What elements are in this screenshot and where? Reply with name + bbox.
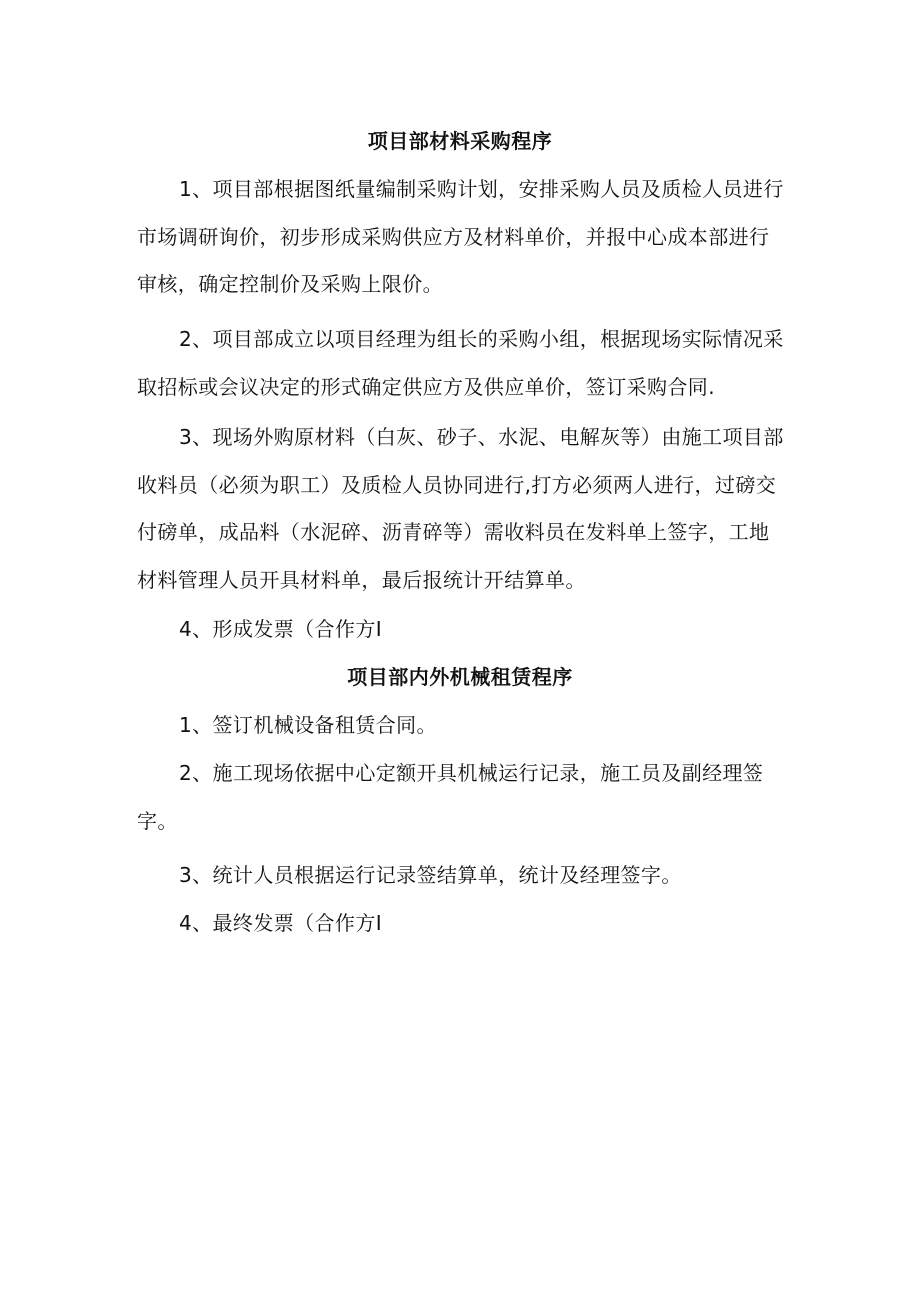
paragraph-leasing-step-1: 1、签订机械设备租赁合同。 bbox=[179, 713, 437, 737]
section-title-machinery-leasing: 项目部内外机械租赁程序 bbox=[347, 665, 573, 689]
paragraph-procurement-step-2: 2、项目部成立以项目经理为组长的采购小组，根据现场实际情况采取招标或会议决定的形式确定供应方及供应单价，签订采购合同. bbox=[137, 327, 784, 399]
paragraph-procurement-step-4: 4、形成发票（合作方I bbox=[179, 617, 383, 641]
section-title-material-procurement: 项目部材料采购程序 bbox=[367, 129, 553, 153]
paragraph-procurement-step-1: 1、项目部根据图纸量编制采购计划，安排采购人员及质检人员进行市场调研询价，初步形成采购供应方及材料单价，并报中心成本部进行审核，确定控制价及采购上限价。 bbox=[137, 177, 784, 296]
paragraph-leasing-step-3: 3、统计人员根据运行记录签结算单，统计及经理签字。 bbox=[179, 863, 682, 887]
paragraph-procurement-step-3: 3、现场外购原材料（白灰、砂子、水泥、电解灰等）由施工项目部收料员（必须为职工）及质检人员协同进行,打方必须两人进行，过磅交付磅单，成品料（水泥碎、沥青碎等）需收料员在发料单上签字，工地材料管理人员开具材料单，最后报统计开结算单。 bbox=[137, 425, 784, 592]
paragraph-leasing-step-2: 2、施工现场依据中心定额开具机械运行记录，施工员及副经理签字。 bbox=[137, 761, 764, 833]
paragraph-leasing-step-4: 4、最终发票（合作方I bbox=[179, 911, 383, 935]
